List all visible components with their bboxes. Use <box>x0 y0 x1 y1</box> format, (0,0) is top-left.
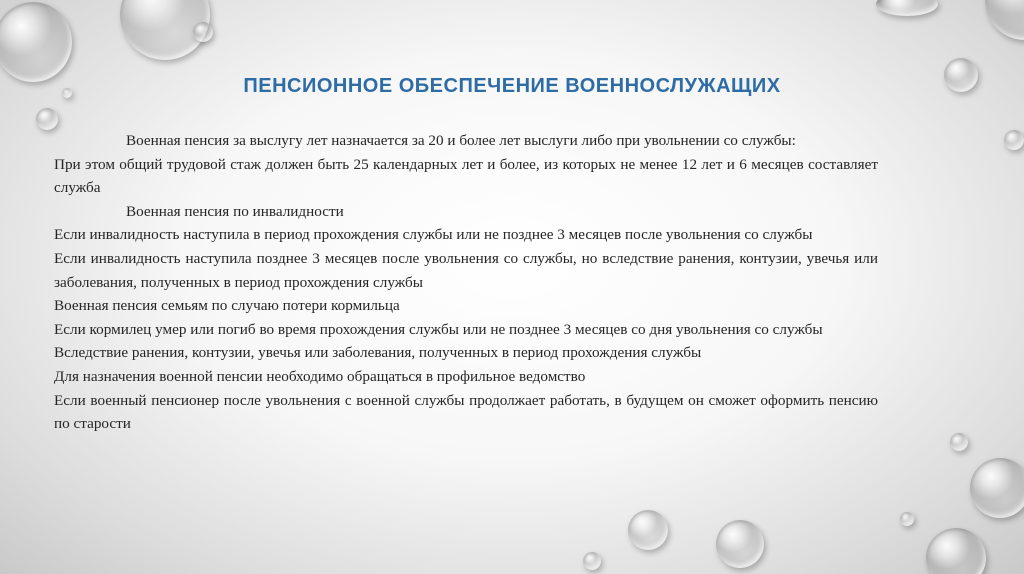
paragraph: Военная пенсия по инвалидности <box>126 202 344 220</box>
slide-title: ПЕНСИОННОЕ ОБЕСПЕЧЕНИЕ ВОЕННОСЛУЖАЩИХ <box>243 75 781 97</box>
slide-body <box>54 129 878 436</box>
paragraph: Если инвалидность наступила позднее 3 месяцев после увольнения со службы, но вследствие ранения, контузии, увечья или заболевания, полученных в период прохождения службы <box>54 249 878 291</box>
paragraph: Военная пенсия семьям по случаю потери кормильца <box>54 297 400 315</box>
water-drop-decoration <box>950 433 968 451</box>
water-drop-decoration <box>985 0 1024 40</box>
water-drop-decoration <box>628 510 668 550</box>
paragraph: Если инвалидность наступила в период прохождения службы или не позднее 3 месяцев после увольнения со службы <box>54 226 813 244</box>
paragraph: Если военный пенсионер после увольнения с военной службы продолжает работать, в будущем он сможет оформить пенсию по старости <box>54 391 878 433</box>
paragraph: Если кормилец умер или погиб во время прохождения службы или не позднее 3 месяцев со дня увольнения со службы <box>54 320 823 338</box>
paragraph: Вследствие ранения, контузии, увечья или заболевания, полученных в период прохождения службы <box>54 344 702 362</box>
water-drop-decoration <box>0 2 72 82</box>
water-drop-decoration <box>36 108 58 130</box>
water-drop-decoration <box>876 0 938 16</box>
water-drop-decoration <box>900 512 914 526</box>
paragraph: При этом общий трудовой стаж должен быть 25 календарных лет и более, из которых не менее 12 лет и 6 месяцев составляет служба <box>54 155 878 197</box>
water-drop-decoration <box>926 528 986 574</box>
water-drop-decoration <box>583 552 601 570</box>
water-drop-decoration <box>970 458 1024 518</box>
paragraph: Военная пенсия за выслугу лет назначается за 20 и более лет выслуги либо при увольнении со службы: <box>126 132 796 149</box>
water-drop-decoration <box>1004 130 1024 150</box>
water-drop-decoration <box>716 520 764 568</box>
water-drop-decoration <box>193 22 213 42</box>
paragraph: Для назначения военной пенсии необходимо обращаться в профильное ведомство <box>54 367 586 385</box>
